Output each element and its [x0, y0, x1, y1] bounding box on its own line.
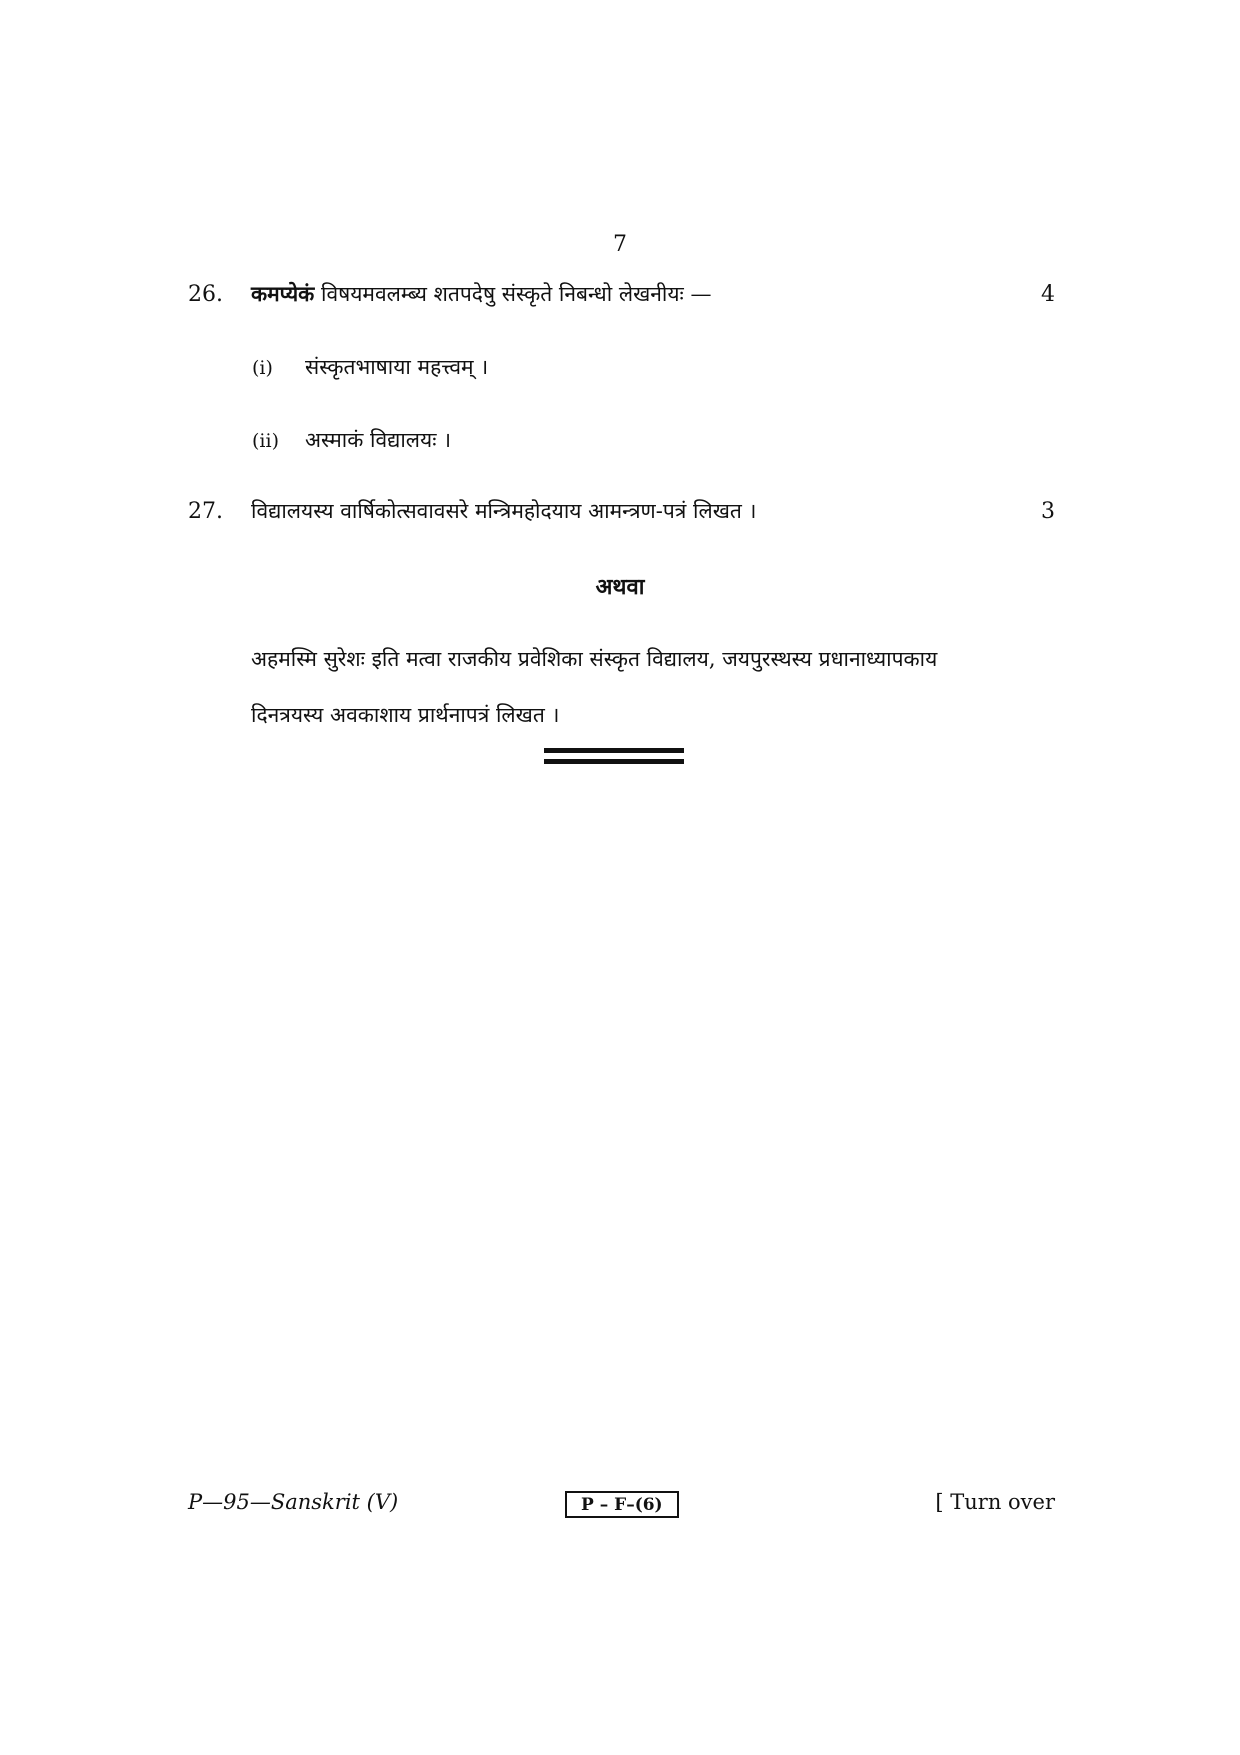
footer-paper-code: P—95—Sanskrit (V) [188, 1490, 399, 1514]
rule-bar-bottom [544, 759, 684, 764]
question-26-body: विषयमवलम्ब्य शतपदेषु संस्कृते निबन्धो लेखनीयः — [314, 282, 712, 306]
option-i-number: (i) [252, 357, 273, 379]
option-ii-text: अस्माकं विद्यालयः । [305, 428, 452, 452]
or-heading: अथवा [595, 574, 645, 600]
page-number: 7 [613, 232, 627, 257]
question-27-text: विद्यालयस्य वार्षिकोत्सवावसरे मन्त्रिमहोदयाय आमन्त्रण-पत्रं लिखत । [251, 499, 757, 523]
option-i-text: संस्कृतभाषाया महत्त्वम् । [305, 355, 489, 379]
question-27-number: 27. [188, 499, 223, 524]
option-ii-number: (ii) [252, 430, 279, 452]
or-paragraph-line-1: अहमस्मि सुरेशः इति मत्वा राजकीय प्रवेशिका संस्कृत विद्यालय, जयपुरस्थस्य प्रधानाध्यापकाय [251, 647, 938, 671]
or-paragraph-line-2: दिनत्रयस्य अवकाशाय प्रार्थनापत्रं लिखत । [251, 703, 560, 727]
question-27-marks: 3 [1041, 499, 1055, 524]
question-26-number: 26. [188, 282, 223, 307]
question-26-text [251, 280, 711, 308]
footer-box-code: P – F–(6) [565, 1491, 679, 1518]
rule-bar-top [544, 748, 684, 753]
end-double-rule [544, 748, 684, 766]
question-26-marks: 4 [1041, 282, 1055, 307]
question-26-lead: कमप्येकं [251, 281, 315, 306]
footer-turn-over: [ Turn over [935, 1490, 1055, 1514]
